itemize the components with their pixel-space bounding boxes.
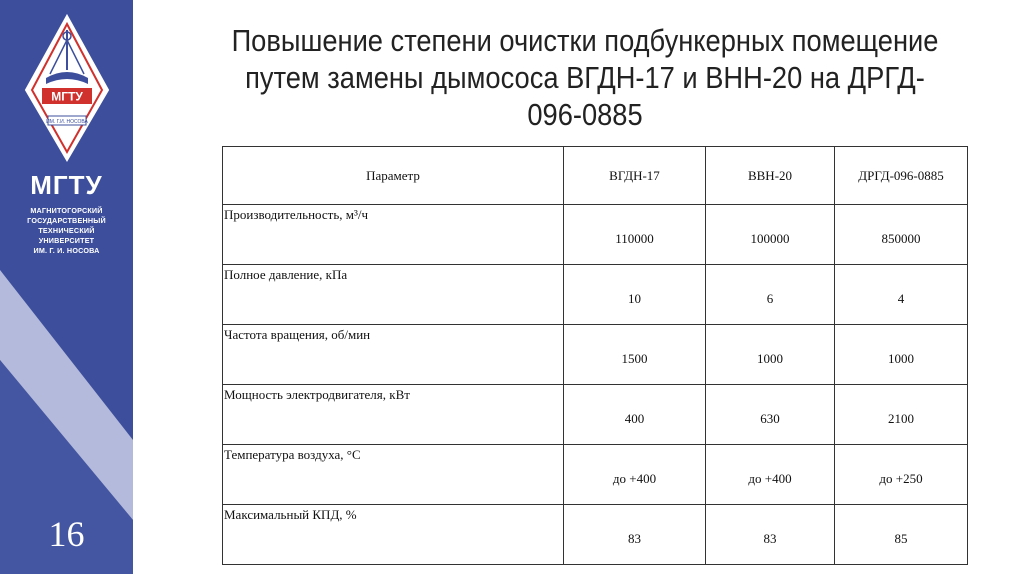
slide-title-line: путем замены дымососа ВГДН-17 и ВНН-20 на ДРГД- [245,60,925,95]
emblem-banner-text: ИМ. Г.И. НОСОВА [46,119,88,125]
table-row [223,445,968,505]
value-cell: 400 [564,385,706,445]
table-row [223,325,968,385]
value-cell: 1500 [564,325,706,385]
slide-title-line: 096-0885 [527,97,643,132]
value-cell: 4 [835,265,968,325]
parameter-name-cell: Полное давление, кПа [223,265,564,325]
value-cell: 6 [706,265,835,325]
table-header-cell: ВВН-20 [706,147,835,205]
brand-subtitle-line: МАГНИТОГОРСКИЙ [30,206,103,215]
value-cell: 2100 [835,385,968,445]
brand-subtitle-line: УНИВЕРСИТЕТ [38,236,95,245]
sidebar [0,0,133,574]
value-cell: 100000 [706,205,835,265]
parameters-table [222,146,968,565]
value-cell: 850000 [835,205,968,265]
table-header-cell: ВГДН-17 [564,147,706,205]
brand-block [0,170,133,256]
value-cell: 110000 [564,205,706,265]
page-number: 16 [48,514,85,554]
value-cell: 10 [564,265,706,325]
university-emblem-icon [22,12,112,162]
brand-subtitle-line: ИМ. Г. И. НОСОВА [33,246,100,255]
table-header-cell: Параметр [223,147,564,205]
value-cell: 630 [706,385,835,445]
value-cell: 1000 [706,325,835,385]
emblem-text: МГТУ [51,89,83,104]
brand-subtitle-line: ТЕХНИЧЕСКИЙ [38,226,95,235]
slide-title [220,22,950,133]
table-header-row [223,147,968,205]
value-cell: 1000 [835,325,968,385]
parameter-name-cell: Мощность электродвигателя, кВт [223,385,564,445]
slide-title-line: Повышение степени очистки подбункерных помещение [231,23,939,58]
brand-subtitle [0,206,133,256]
brand-name: МГТУ [30,170,103,200]
table-header-cell: ДРГД-096-0885 [835,147,968,205]
brand-subtitle-line: ГОСУДАРСТВЕННЫЙ [27,216,106,225]
table-row [223,265,968,325]
value-cell: до +250 [835,445,968,505]
table-row [223,505,968,565]
value-cell: до +400 [706,445,835,505]
parameter-name-cell: Температура воздуха, °С [223,445,564,505]
table-row [223,205,968,265]
table-row [223,385,968,445]
parameter-name-cell: Производительность, м³/ч [223,205,564,265]
value-cell: 83 [564,505,706,565]
value-cell: 83 [706,505,835,565]
value-cell: до +400 [564,445,706,505]
parameter-name-cell: Максимальный КПД, % [223,505,564,565]
parameter-name-cell: Частота вращения, об/мин [223,325,564,385]
value-cell: 85 [835,505,968,565]
